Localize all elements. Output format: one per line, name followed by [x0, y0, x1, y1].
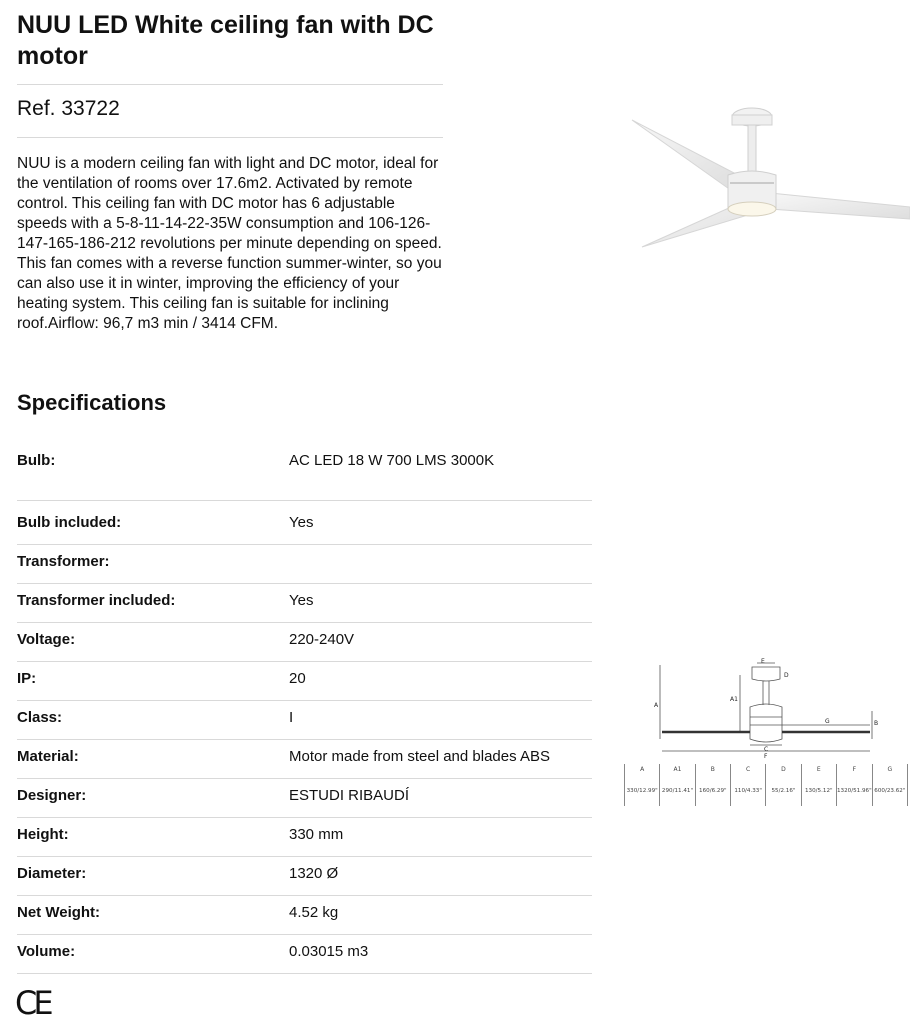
- dim-value: 290/11.41": [661, 788, 694, 794]
- title-divider: [17, 84, 443, 85]
- dim-letter: C: [746, 766, 751, 773]
- spec-label: Designer:: [17, 787, 87, 804]
- spec-row-diameter: [17, 857, 592, 896]
- dim-value: 110/4.33": [734, 788, 762, 794]
- dim-letter: A: [640, 766, 645, 773]
- dim-column: [765, 764, 800, 806]
- dim-column: [836, 764, 872, 806]
- ce-mark-logo: CE: [15, 984, 50, 1022]
- spec-row-net-weight: [17, 896, 592, 935]
- dim-label-c: C: [764, 746, 769, 753]
- dim-column: [801, 764, 836, 806]
- dim-value: 330/12.99": [626, 788, 658, 794]
- dim-letter: E: [816, 766, 821, 773]
- spec-value: ESTUDI RIBAUDÍ: [289, 787, 410, 804]
- dim-label-e: E: [761, 658, 765, 665]
- spec-row-ip: [17, 662, 592, 701]
- spec-label: Height:: [17, 826, 69, 843]
- dim-label-a: A: [654, 702, 659, 709]
- dim-column: [624, 764, 659, 806]
- spec-value: I: [289, 709, 294, 726]
- spec-row-bulb: [17, 437, 592, 501]
- specifications-table: [17, 437, 592, 974]
- spec-value: AC LED 18 W 700 LMS 3000K: [289, 452, 495, 469]
- dim-column: [695, 764, 730, 806]
- dim-value: 600/23.62": [874, 788, 906, 794]
- dim-letter: B: [710, 766, 715, 773]
- dim-label-g: G: [825, 718, 830, 725]
- spec-row-volume: [17, 935, 592, 974]
- spec-row-designer: [17, 779, 592, 818]
- spec-value: 330 mm: [289, 826, 344, 843]
- dim-letter: F: [852, 766, 857, 773]
- spec-row-voltage: [17, 623, 592, 662]
- fan-product-photo: [620, 95, 910, 265]
- spec-label: Transformer:: [17, 553, 110, 570]
- spec-value: Yes: [289, 514, 314, 531]
- dim-label-a1: A1: [730, 696, 738, 703]
- spec-value: Yes: [289, 592, 314, 609]
- spec-label: Diameter:: [17, 865, 87, 882]
- product-reference: Ref. 33722: [17, 97, 120, 120]
- spec-value: 220-240V: [289, 631, 355, 648]
- spec-row-material: [17, 740, 592, 779]
- spec-value: 0.03015 m3: [289, 943, 369, 960]
- spec-label: Bulb:: [17, 452, 56, 469]
- spec-row-transformer-included: [17, 584, 592, 623]
- spec-label: IP:: [17, 670, 37, 687]
- spec-label: Bulb included:: [17, 514, 122, 531]
- spec-label: Transformer included:: [17, 592, 176, 609]
- spec-row-bulb-included: [17, 501, 592, 545]
- spec-label: Volume:: [17, 943, 76, 960]
- dim-value: 160/6.29": [699, 788, 727, 794]
- spec-value: 20: [289, 670, 306, 687]
- spec-row-transformer: [17, 545, 592, 584]
- spec-value: Motor made from steel and blades ABS: [289, 748, 550, 765]
- spec-value: 4.52 kg: [289, 904, 339, 921]
- dim-value: 130/5.12": [805, 788, 833, 794]
- spec-label: Net Weight:: [17, 904, 101, 921]
- dim-column: [659, 764, 694, 806]
- dim-label-d: D: [784, 672, 789, 679]
- product-title: NUU LED White ceiling fan with DC motor: [17, 11, 434, 70]
- dim-letter: G: [887, 766, 893, 773]
- dim-letter: A1: [673, 766, 682, 773]
- spec-row-class: [17, 701, 592, 740]
- dim-letter: D: [781, 766, 786, 773]
- spec-value: 1320 Ø: [289, 865, 339, 882]
- spec-label: Class:: [17, 709, 63, 726]
- product-description: NUU is a modern ceiling fan with light and DC motor, ideal for the ventilation of rooms over 17.6m2. Activated by remote control. This ceiling fan with DC motor has 6 adjustable speeds with a 5-8-11-14-22-35W consumption and 106-126-147-165-186-212 revolutions per minute depending on speed. This fan comes with a reverse function summer-winter, so you can also use it in winter, improving the efficiency of your heating system. This ceiling fan is suitable for inclining roof.Airflow: 96,7 m3 min / 3414 CFM.: [17, 155, 442, 332]
- dimension-table: [624, 764, 908, 806]
- spec-row-height: [17, 818, 592, 857]
- specifications-heading: Specifications: [17, 390, 167, 415]
- dim-label-f: F: [764, 753, 768, 760]
- ref-divider: [17, 137, 443, 138]
- spec-label: Voltage:: [17, 631, 76, 648]
- spec-label: Material:: [17, 748, 79, 765]
- fan-dimension-drawing: [622, 655, 892, 765]
- dim-column: [730, 764, 765, 806]
- dim-column: [872, 764, 908, 806]
- dim-value: 1320/51.96": [836, 788, 872, 794]
- dim-label-b: B: [874, 720, 879, 727]
- dim-value: 55/2.16": [771, 788, 796, 794]
